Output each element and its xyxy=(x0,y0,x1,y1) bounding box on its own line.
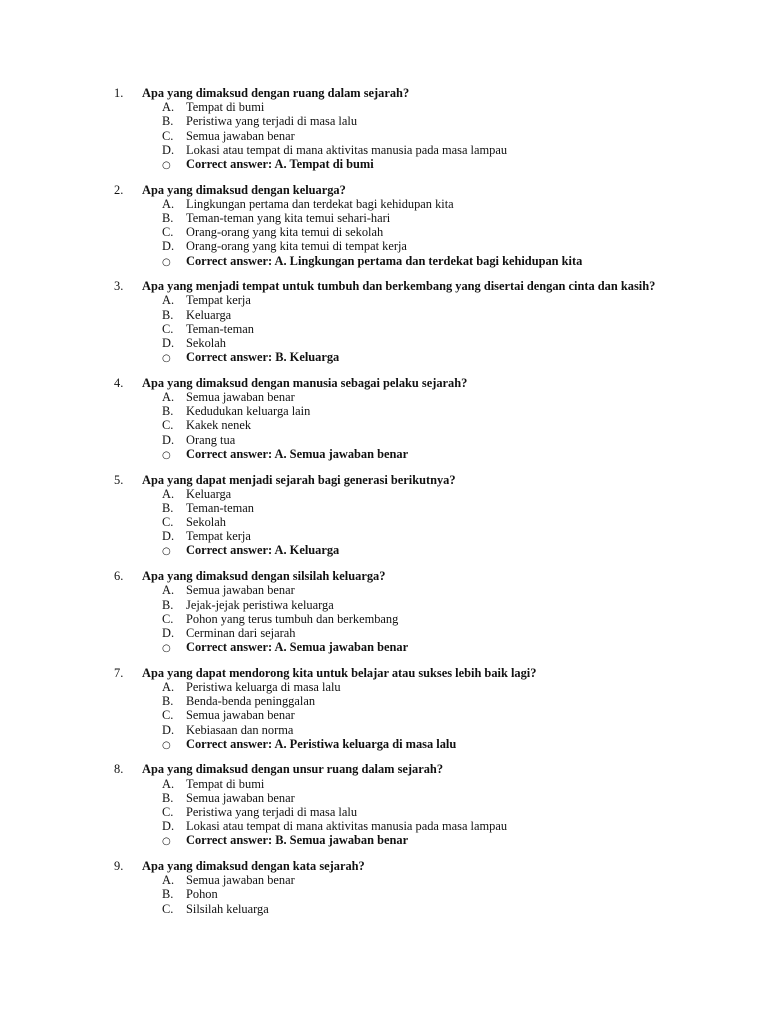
correct-answer xyxy=(0,350,768,364)
option-item xyxy=(0,902,768,916)
option-text: Pohon xyxy=(186,887,218,902)
option-item xyxy=(0,308,768,322)
option-letter: C. xyxy=(162,515,174,530)
option-text: Semua jawaban benar xyxy=(186,708,295,723)
option-item xyxy=(0,791,768,805)
option-item xyxy=(0,293,768,307)
option-text: Cerminan dari sejarah xyxy=(186,625,296,640)
option-text: Orang-orang yang kita temui di tempat kerja xyxy=(186,239,407,254)
option-letter: C. xyxy=(162,804,174,819)
option-item xyxy=(0,777,768,791)
option-text: Kebiasaan dan norma xyxy=(186,722,294,737)
hollow-circle-bullet-icon: ○ xyxy=(162,159,171,171)
correct-answer-text: Correct answer: A. Tempat di bumi xyxy=(186,156,374,171)
option-item xyxy=(0,819,768,833)
correct-answer-text: Correct answer: B. Semua jawaban benar xyxy=(186,833,409,848)
option-text: Tempat kerja xyxy=(186,293,251,308)
question-number: 9. xyxy=(114,859,124,873)
option-text: Peristiwa keluarga di masa lalu xyxy=(186,679,341,694)
option-letter: C. xyxy=(162,418,174,433)
option-letter: D. xyxy=(162,529,175,544)
option-item xyxy=(0,583,768,597)
option-text: Semua jawaban benar xyxy=(186,390,295,405)
hollow-circle-bullet-icon: ○ xyxy=(162,449,171,461)
option-letter: B. xyxy=(162,887,174,902)
option-item xyxy=(0,708,768,722)
option-letter: A. xyxy=(162,776,175,791)
option-letter: A. xyxy=(162,583,175,598)
option-item xyxy=(0,529,768,543)
question-heading xyxy=(0,762,768,776)
option-text: Semua jawaban benar xyxy=(186,128,295,143)
option-text: Lingkungan pertama dan terdekat bagi kehidupan kita xyxy=(186,196,454,211)
option-item xyxy=(0,723,768,737)
question-heading xyxy=(0,666,768,680)
option-list xyxy=(0,390,768,461)
option-letter: D. xyxy=(162,239,175,254)
question-heading xyxy=(0,183,768,197)
option-item xyxy=(0,680,768,694)
option-item xyxy=(0,143,768,157)
correct-answer xyxy=(0,640,768,654)
option-item xyxy=(0,515,768,529)
option-letter: C. xyxy=(162,321,174,336)
question-number: 5. xyxy=(114,472,124,487)
question-heading xyxy=(0,279,768,293)
option-letter: A. xyxy=(162,293,175,308)
hollow-circle-bullet-icon: ○ xyxy=(162,836,171,848)
option-letter: D. xyxy=(162,625,175,640)
option-item xyxy=(0,114,768,128)
option-text: Lokasi atau tempat di mana aktivitas manusia pada masa lampau xyxy=(186,819,508,834)
option-item xyxy=(0,433,768,447)
hollow-circle-bullet-icon: ○ xyxy=(162,739,171,751)
option-item xyxy=(0,887,768,901)
question-heading xyxy=(0,859,768,873)
correct-answer-text: Correct answer: A. Lingkungan pertama dan terdekat bagi kehidupan kita xyxy=(186,253,583,268)
option-list xyxy=(0,583,768,654)
correct-answer-text: Correct answer: A. Peristiwa keluarga di masa lalu xyxy=(186,736,457,751)
question-item xyxy=(0,762,768,847)
correct-answer-text: Correct answer: A. Semua jawaban benar xyxy=(186,446,409,461)
option-text: Lokasi atau tempat di mana aktivitas manusia pada masa lampau xyxy=(186,142,508,157)
correct-answer xyxy=(0,157,768,171)
option-item xyxy=(0,225,768,239)
correct-answer xyxy=(0,543,768,557)
option-text: Semua jawaban benar xyxy=(186,790,295,805)
option-text: Sekolah xyxy=(186,515,226,530)
option-letter: B. xyxy=(162,790,174,805)
question-heading xyxy=(0,473,768,487)
option-text: Benda-benda peninggalan xyxy=(186,694,316,709)
option-letter: C. xyxy=(162,708,174,723)
option-letter: C. xyxy=(162,225,174,240)
option-item xyxy=(0,197,768,211)
hollow-circle-bullet-icon: ○ xyxy=(162,546,171,558)
correct-answer xyxy=(0,737,768,751)
question-item xyxy=(0,473,768,558)
question-text: Apa yang dimaksud dengan kata sejarah? xyxy=(142,859,365,873)
question-number: 7. xyxy=(114,665,124,680)
option-text: Semua jawaban benar xyxy=(186,583,295,598)
option-text: Sekolah xyxy=(186,336,226,350)
option-letter: B. xyxy=(162,307,174,322)
question-text: Apa yang dapat mendorong kita untuk belajar atau sukses lebih baik lagi? xyxy=(142,665,537,680)
option-letter: A. xyxy=(162,679,175,694)
option-item xyxy=(0,211,768,225)
correct-answer-text: Correct answer: B. Keluarga xyxy=(186,350,340,365)
option-item xyxy=(0,390,768,404)
question-item xyxy=(0,569,768,654)
option-letter: B. xyxy=(162,500,174,515)
correct-answer-text: Correct answer: A. Semua jawaban benar xyxy=(186,640,409,655)
question-item xyxy=(0,183,768,268)
option-text: Kakek nenek xyxy=(186,418,252,433)
option-item xyxy=(0,873,768,887)
option-letter: B. xyxy=(162,694,174,709)
question-number: 3. xyxy=(114,279,124,294)
option-letter: B. xyxy=(162,597,174,612)
question-number: 2. xyxy=(114,182,124,197)
option-letter: C. xyxy=(162,128,174,143)
option-letter: A. xyxy=(162,390,175,405)
question-heading xyxy=(0,376,768,390)
option-item xyxy=(0,626,768,640)
option-list xyxy=(0,197,768,268)
option-letter: C. xyxy=(162,901,174,916)
option-item xyxy=(0,239,768,253)
question-text: Apa yang dapat menjadi sejarah bagi generasi berikutnya? xyxy=(142,472,456,487)
option-text: Tempat kerja xyxy=(186,529,251,544)
option-text: Silsilah keluarga xyxy=(186,901,269,916)
question-number: 6. xyxy=(114,569,124,584)
option-text: Semua jawaban benar xyxy=(186,873,295,888)
question-number: 1. xyxy=(114,86,124,100)
option-text: Teman-teman yang kita temui sehari-hari xyxy=(186,211,391,225)
option-item xyxy=(0,322,768,336)
option-list xyxy=(0,680,768,751)
option-letter: B. xyxy=(162,211,174,225)
option-letter: C. xyxy=(162,611,174,626)
correct-answer xyxy=(0,447,768,461)
option-text: Orang tua xyxy=(186,432,236,447)
option-letter: A. xyxy=(162,486,175,501)
option-item xyxy=(0,694,768,708)
option-text: Kedudukan keluarga lain xyxy=(186,404,311,419)
option-text: Tempat di bumi xyxy=(186,100,265,115)
option-list xyxy=(0,873,768,916)
option-item xyxy=(0,100,768,114)
option-letter: D. xyxy=(162,142,175,157)
option-item xyxy=(0,598,768,612)
option-item xyxy=(0,612,768,626)
option-text: Keluarga xyxy=(186,486,232,501)
question-number: 8. xyxy=(114,762,124,777)
question-item xyxy=(0,666,768,751)
option-letter: B. xyxy=(162,404,174,419)
option-item xyxy=(0,418,768,432)
question-text: Apa yang dimaksud dengan silsilah keluarga? xyxy=(142,569,386,584)
correct-answer-text: Correct answer: A. Keluarga xyxy=(186,543,340,558)
option-text: Tempat di bumi xyxy=(186,776,265,791)
option-item xyxy=(0,805,768,819)
option-text: Pohon yang terus tumbuh dan berkembang xyxy=(186,611,399,626)
option-letter: D. xyxy=(162,432,175,447)
option-text: Peristiwa yang terjadi di masa lalu xyxy=(186,804,358,819)
correct-answer xyxy=(0,254,768,268)
option-item xyxy=(0,501,768,515)
option-letter: A. xyxy=(162,100,175,115)
question-text: Apa yang dimaksud dengan ruang dalam sejarah? xyxy=(142,86,410,100)
option-text: Orang-orang yang kita temui di sekolah xyxy=(186,225,384,240)
option-list xyxy=(0,100,768,171)
hollow-circle-bullet-icon: ○ xyxy=(162,256,171,268)
question-text: Apa yang dimaksud dengan unsur ruang dalam sejarah? xyxy=(142,762,444,777)
option-letter: D. xyxy=(162,819,175,834)
question-number: 4. xyxy=(114,375,124,390)
option-letter: A. xyxy=(162,196,175,211)
option-item xyxy=(0,404,768,418)
option-letter: B. xyxy=(162,114,174,129)
option-list xyxy=(0,487,768,558)
option-letter: D. xyxy=(162,336,175,350)
question-item xyxy=(0,859,768,916)
question-heading xyxy=(0,569,768,583)
question-text: Apa yang dimaksud dengan keluarga? xyxy=(142,182,346,197)
option-letter: D. xyxy=(162,722,175,737)
option-text: Teman-teman xyxy=(186,500,254,515)
option-text: Teman-teman xyxy=(186,321,254,336)
question-item xyxy=(0,279,768,364)
option-item xyxy=(0,487,768,501)
option-item xyxy=(0,129,768,143)
correct-answer xyxy=(0,833,768,847)
question-item xyxy=(0,86,768,171)
option-text: Peristiwa yang terjadi di masa lalu xyxy=(186,114,358,129)
hollow-circle-bullet-icon: ○ xyxy=(162,353,171,365)
option-text: Jejak-jejak peristiwa keluarga xyxy=(186,597,334,612)
hollow-circle-bullet-icon: ○ xyxy=(162,643,171,655)
question-heading xyxy=(0,86,768,100)
question-item xyxy=(0,376,768,461)
option-letter: A. xyxy=(162,873,175,888)
option-list xyxy=(0,293,768,364)
question-text: Apa yang menjadi tempat untuk tumbuh dan berkembang yang disertai dengan cinta dan kasih? xyxy=(142,279,656,294)
question-text: Apa yang dimaksud dengan manusia sebagai pelaku sejarah? xyxy=(142,375,468,390)
option-text: Keluarga xyxy=(186,307,232,322)
option-list xyxy=(0,777,768,848)
quiz-page xyxy=(0,86,768,927)
option-item xyxy=(0,336,768,350)
